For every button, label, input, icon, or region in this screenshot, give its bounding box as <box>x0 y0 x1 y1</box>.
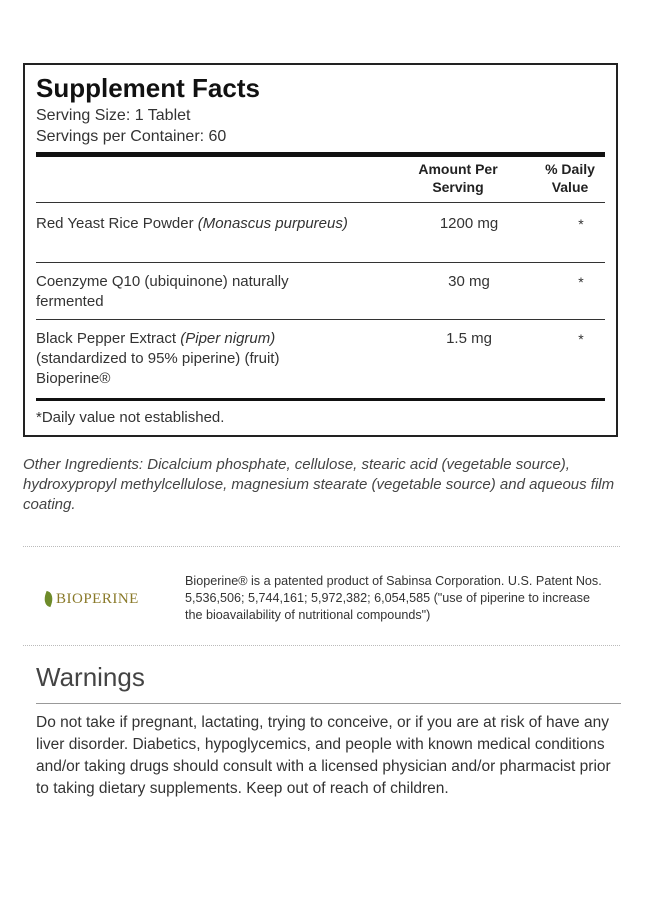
ingredient-dv: * <box>578 216 584 232</box>
dotted-divider <box>23 546 620 547</box>
ingredient-name: Red Yeast Rice Powder (Monascus purpureus) <box>36 215 348 232</box>
ingredient-amount: 1.5 mg <box>446 330 492 347</box>
bioperine-note: Bioperine® is a patented product of Sabinsa Corporation. U.S. Patent Nos. 5,536,506; 5,744,161; 5,972,382; 6,054,585 ("use of piperine to increase the bioavailability of nutritional compounds") <box>185 574 602 622</box>
thick-divider <box>36 152 605 157</box>
header-divider <box>36 202 605 203</box>
serving-size: Serving Size: 1 Tablet <box>36 107 191 124</box>
row-divider <box>36 319 605 320</box>
warnings-title: Warnings <box>36 662 145 692</box>
bioperine-logo <box>44 589 139 609</box>
servings-per-container: Servings per Container: 60 <box>36 128 227 145</box>
ingredient-dv: * <box>578 331 584 347</box>
ingredient-dv: * <box>578 274 584 290</box>
facts-title: Supplement Facts <box>36 73 260 103</box>
warnings-text: Do not take if pregnant, lactating, trying to conceive, or if you are at risk of have any liver disorder. Diabetics, hypoglycemics, and people with known medical conditions and/or taking drugs should consult with a licensed physician and/or pharmacist prior to taking dietary supplements. Keep out of reach of children. <box>36 714 611 797</box>
amount-per-serving-header: Amount Per Serving <box>418 161 498 195</box>
ingredient-name: Coenzyme Q10 (ubiquinone) naturally fermented <box>36 273 289 310</box>
ingredient-amount: 1200 mg <box>439 215 499 232</box>
ingredient-name: Black Pepper Extract (Piper nigrum) (standardized to 95% piperine) (fruit) Bioperine® <box>36 330 280 387</box>
bottom-divider <box>36 398 605 401</box>
footnote: *Daily value not established. <box>36 409 225 426</box>
other-ingredients: Other Ingredients: Dicalcium phosphate, cellulose, stearic acid (vegetable source), hydroxypropyl methylcellulose, magnesium stearate (vegetable source) and aqueous film coating. <box>23 456 615 513</box>
bioperine-logo-text: BIOPERINE <box>56 590 139 607</box>
warnings-divider <box>36 703 621 704</box>
ingredient-amount: 30 mg <box>448 273 490 290</box>
dotted-divider <box>23 645 620 646</box>
row-divider <box>36 262 605 263</box>
daily-value-header: % Daily Value <box>545 161 595 195</box>
leaf-icon <box>42 591 55 607</box>
supplement-facts-panel <box>23 63 618 437</box>
